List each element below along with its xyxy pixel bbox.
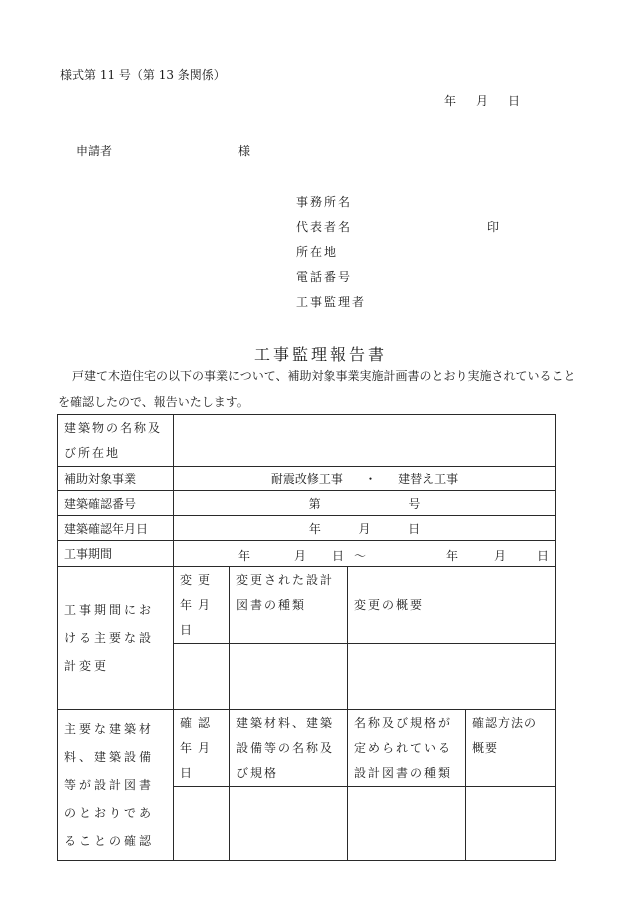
building-name-value [174, 415, 556, 467]
changed-drawings-cell [230, 644, 348, 710]
date-month: 月 [476, 94, 489, 108]
office-name-label: 事務所名 [296, 195, 353, 209]
date-day: 日 [508, 94, 521, 108]
project-value [174, 467, 556, 491]
report-table [57, 414, 556, 861]
confirm-method-header: 確認方法の概要 [466, 710, 556, 787]
body-text [58, 363, 578, 415]
row-cert-number [58, 491, 556, 516]
option-seismic: 耐震改修工事 [270, 472, 343, 486]
cert-date-value [174, 516, 556, 541]
honorific: 様 [238, 144, 251, 158]
address-label: 所在地 [296, 245, 339, 259]
cert-day: 日 [408, 521, 421, 536]
supervisor-label: 工事監理者 [296, 295, 367, 309]
change-summary-header: 変更の概要 [348, 567, 556, 644]
phone-label: 電話番号 [296, 270, 353, 284]
cert-number-label: 建築確認番号 [58, 491, 174, 516]
spec-drawings-cell [348, 787, 466, 861]
confirm-date-header: 確認年月日 [174, 710, 230, 787]
change-summary-cell [348, 644, 556, 710]
period-end-year: 年 [446, 549, 459, 563]
materials-cell [230, 787, 348, 861]
row-project [58, 467, 556, 491]
project-label: 補助対象事業 [58, 467, 174, 491]
period-tilde: ～ [354, 549, 367, 563]
row-building [58, 415, 556, 467]
period-start-day: 日 [332, 549, 345, 563]
confirm-date-cell [174, 787, 230, 861]
row-design-change-header [58, 567, 556, 644]
building-name-label: 建築物の名称及び所在地 [58, 415, 174, 467]
design-change-label: 工事期間における主要な設計変更 [58, 567, 174, 710]
change-date-header: 変更年月日 [174, 567, 230, 644]
row-cert-date [58, 516, 556, 541]
cert-date-label: 建築確認年月日 [58, 516, 174, 541]
body-text-content: 戸建て木造住宅の以下の事業について、補助対象事業実施計画書のとおり実施されていることを確認したので、報告いたします。 [58, 369, 576, 409]
period-start-year: 年 [238, 549, 251, 563]
cert-number-prefix: 第 [308, 496, 321, 511]
cert-number-suffix: 号 [408, 496, 421, 511]
representative-label: 代表者名 [296, 220, 353, 234]
document-title: 工事監理報告書 [254, 345, 388, 364]
date-year: 年 [444, 94, 457, 108]
form-number: 様式第 11 号（第 13 条関係） [60, 68, 226, 82]
confirm-method-cell [466, 787, 556, 861]
period-value [174, 541, 556, 567]
cert-month: 月 [358, 521, 371, 536]
row-confirmation-header [58, 710, 556, 787]
applicant-label: 申請者 [76, 144, 113, 158]
spec-drawings-header: 名称及び規格が定められている設計図書の種類 [348, 710, 466, 787]
period-label: 工事期間 [58, 541, 174, 567]
materials-header: 建築材料、建築設備等の名称及び規格 [230, 710, 348, 787]
confirmation-label: 主要な建築材料、建築設備等が設計図書のとおりであることの確認 [58, 710, 174, 861]
option-separator: ・ [364, 472, 377, 486]
cert-number-value [174, 491, 556, 516]
option-rebuild: 建替え工事 [398, 472, 459, 486]
date-line [444, 92, 520, 109]
row-period [58, 541, 556, 567]
cert-year: 年 [308, 521, 321, 536]
period-end-day: 日 [537, 549, 550, 563]
period-start-month: 月 [294, 549, 307, 563]
seal-mark: 印 [487, 220, 500, 234]
change-date-cell [174, 644, 230, 710]
period-end-month: 月 [494, 549, 507, 563]
changed-drawings-header: 変更された設計図書の種類 [230, 567, 348, 644]
